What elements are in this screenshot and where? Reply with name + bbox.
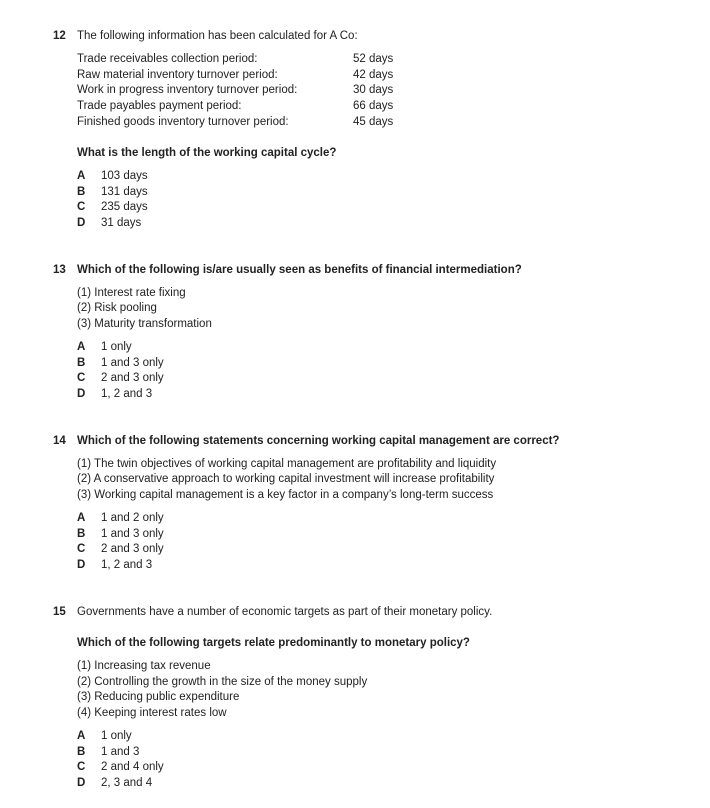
question-stem: The following information has been calculated for A Co: bbox=[77, 30, 358, 42]
question-number: 14 bbox=[53, 435, 66, 447]
info-value: 42 days bbox=[353, 69, 394, 81]
list-item: (4) Keeping interest rates low bbox=[77, 707, 227, 719]
option-text: 2, 3 and 4 bbox=[101, 777, 153, 789]
list-item: (3) Working capital management is a key factor in a company’s long-term success bbox=[77, 489, 494, 501]
info-label: Work in progress inventory turnover period: bbox=[77, 84, 298, 96]
option-text: 1 and 2 only bbox=[101, 512, 164, 524]
info-row bbox=[77, 114, 417, 130]
option-text: 1 only bbox=[101, 341, 132, 353]
option-text: 31 days bbox=[101, 217, 142, 229]
info-row bbox=[77, 98, 417, 114]
option-letter: D bbox=[77, 777, 86, 789]
option-letter: A bbox=[77, 512, 86, 524]
option-letter: B bbox=[77, 746, 86, 758]
info-value: 52 days bbox=[353, 53, 394, 65]
list-item: (3) Maturity transformation bbox=[77, 318, 212, 330]
option-text: 1 and 3 bbox=[101, 746, 140, 758]
option-letter: A bbox=[77, 341, 86, 353]
option-letter: C bbox=[77, 372, 86, 384]
list-item: (1) Increasing tax revenue bbox=[77, 660, 211, 672]
info-label: Trade receivables collection period: bbox=[77, 53, 258, 65]
question-stem: Governments have a number of economic targets as part of their monetary policy. bbox=[77, 606, 493, 618]
question-text: What is the length of the working capital cycle? bbox=[77, 147, 337, 159]
option-letter: A bbox=[77, 730, 86, 742]
option-letter: C bbox=[77, 761, 86, 773]
option-text: 131 days bbox=[101, 186, 148, 198]
question-text: Which of the following targets relate predominantly to monetary policy? bbox=[77, 637, 470, 649]
question-number: 12 bbox=[53, 30, 66, 42]
option-letter: C bbox=[77, 201, 86, 213]
option-text: 1 and 3 only bbox=[101, 357, 164, 369]
question-text: Which of the following statements concerning working capital management are correct? bbox=[77, 435, 560, 447]
option-letter: C bbox=[77, 543, 86, 555]
question-number: 15 bbox=[53, 606, 66, 618]
option-letter: B bbox=[77, 186, 86, 198]
option-letter: B bbox=[77, 357, 86, 369]
list-item: (2) A conservative approach to working capital investment will increase profitability bbox=[77, 473, 495, 485]
info-row bbox=[77, 82, 417, 98]
option-text: 1 only bbox=[101, 730, 132, 742]
option-letter: D bbox=[77, 559, 86, 571]
option-text: 235 days bbox=[101, 201, 148, 213]
question-text: Which of the following is/are usually seen as benefits of financial intermediation? bbox=[77, 264, 522, 276]
info-label: Raw material inventory turnover period: bbox=[77, 69, 278, 81]
option-text: 103 days bbox=[101, 170, 148, 182]
info-value: 45 days bbox=[353, 116, 394, 128]
info-row bbox=[77, 67, 417, 83]
option-text: 2 and 3 only bbox=[101, 372, 164, 384]
list-item: (1) The twin objectives of working capital management are profitability and liquidity bbox=[77, 458, 497, 470]
option-text: 1, 2 and 3 bbox=[101, 559, 153, 571]
info-label: Finished goods inventory turnover period: bbox=[77, 116, 289, 128]
option-letter: B bbox=[77, 528, 86, 540]
list-item: (1) Interest rate fixing bbox=[77, 287, 186, 299]
option-letter: A bbox=[77, 170, 86, 182]
info-value: 66 days bbox=[353, 100, 394, 112]
list-item: (2) Risk pooling bbox=[77, 302, 157, 314]
option-text: 2 and 3 only bbox=[101, 543, 164, 555]
info-value: 30 days bbox=[353, 84, 394, 96]
list-item: (2) Controlling the growth in the size of the money supply bbox=[77, 676, 368, 688]
list-item: (3) Reducing public expenditure bbox=[77, 691, 240, 703]
option-letter: D bbox=[77, 388, 86, 400]
option-letter: D bbox=[77, 217, 86, 229]
question-number: 13 bbox=[53, 264, 66, 276]
info-row bbox=[77, 51, 417, 67]
option-text: 1 and 3 only bbox=[101, 528, 164, 540]
option-text: 2 and 4 only bbox=[101, 761, 164, 773]
info-label: Trade payables payment period: bbox=[77, 100, 242, 112]
option-text: 1, 2 and 3 bbox=[101, 388, 153, 400]
